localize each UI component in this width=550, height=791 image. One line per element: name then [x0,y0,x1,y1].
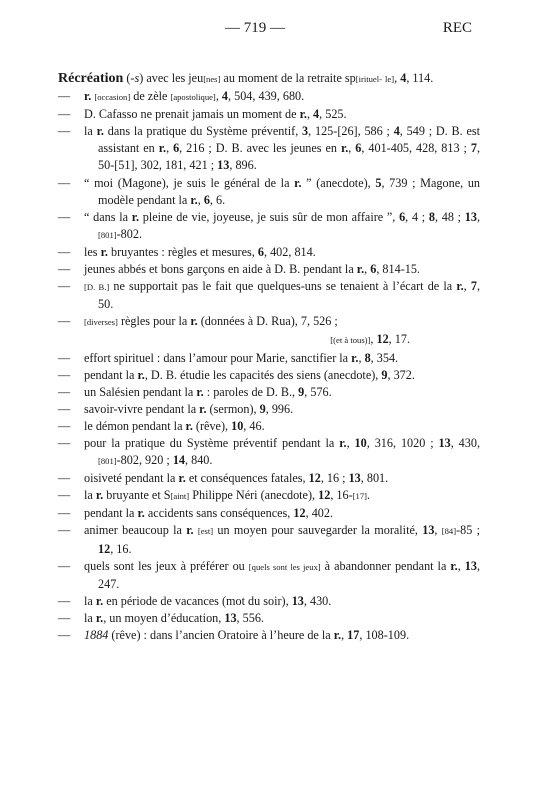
entry-text: (données à D. Rua), 7, 526 ; [197,314,338,329]
index-entry [58,435,480,470]
entry-text: -85 ; [456,523,481,538]
entry-dash: — [58,610,71,625]
entry-text: ” (anecdote), [301,175,376,190]
editorial-insert: [801] [98,456,117,467]
entry-text: (- [123,71,135,85]
entry-text: , [457,558,465,573]
entry-text: , 739 ; Magone, un modèle pendant la [98,175,481,207]
entry-text: , [346,435,355,450]
entry-dash: — [58,175,71,190]
reference-bold: 4 [313,107,320,122]
entry-dash: — [58,401,71,416]
entry-text: à abandonner pendant la [320,558,451,573]
reference-bold: 3 [302,124,309,139]
running-header [0,20,550,40]
editorial-insert: [quels sont les jeux] [248,561,321,572]
entry-text: Philippe Néri (anecdote), [189,488,319,503]
index-entry [58,261,480,278]
entry-text: “ dans la [84,209,132,224]
entry-text: , [476,209,480,224]
reference-bold: 12 [308,471,321,486]
reference-bold: r. [84,89,92,104]
entry-text: pendant la [84,367,138,382]
reference-bold: r. [158,141,167,156]
entry-text: jeunes abbés et bons garçons en aide à D. B. pendant la [84,262,357,277]
index-entry [58,401,480,418]
reference-bold: 8 [428,209,435,224]
reference-bold: 9 [298,384,305,399]
entry-text: , 525. [319,107,347,122]
index-entry [58,123,480,174]
reference-bold: r. [294,175,302,190]
editorial-insert: [apostolique] [170,92,216,103]
entry-text: , 216 ; D. B. avec les jeunes en [179,141,341,156]
reference-bold: 4 [400,71,407,85]
reference-bold: r. [339,435,347,450]
entry-text: , [463,279,471,294]
headword: Récréation [58,71,124,86]
entry-text: . [366,488,371,503]
entry-text: la [84,610,96,625]
reference-bold: 17 [347,628,360,642]
entry-text: au moment de la retraite sp [220,71,356,85]
entry-text: , 4 ; [405,209,429,224]
reference-bold: r. [131,209,140,224]
entry-text: , [364,262,371,277]
entry-dash: — [58,244,71,259]
entry-text: , [341,628,348,642]
reference-bold: 10 [231,418,244,433]
entry-text: , 50-[51], 302, 181, 421 ; [98,141,480,173]
reference-bold: 9 [381,367,388,382]
section-label: REC [442,20,472,36]
entry-text: , 46. [243,418,265,433]
index-entry [58,505,480,522]
reference-bold: r. [299,107,307,122]
entry-text: , [434,523,442,538]
reference-bold: r. [450,558,458,573]
entry-text: accidents sans conséquences, [144,506,294,521]
entry-dash: — [58,384,71,399]
entry-text: -802. [116,226,143,241]
entry-text: , 801. [360,471,389,486]
index-entry [58,175,480,209]
index-entry [58,313,480,349]
reference-bold: 7 [470,141,477,156]
entry-text: D. Cafasso ne prenait jamais un moment de [84,107,300,122]
editorial-insert: [84] [441,526,457,537]
entry-text: -802, 920 ; [116,453,173,468]
entry-text: s [134,71,140,85]
entry-text: “ moi (Magone), je suis le général de la [84,175,295,190]
index-entry [58,244,480,261]
editorial-insert: [irituel- [355,74,382,84]
entry-text: (rêve) : dans l’ancien Oratoire à l’heure de la [108,628,334,642]
index-entry [58,627,480,644]
entry-text: règles pour la [117,314,191,329]
index-entry [58,610,480,627]
entry-text: , [358,350,365,365]
reference-bold: 10 [354,435,367,450]
index-entry [58,487,480,505]
entry-dash: — [58,314,71,329]
editorial-insert: [occasion] [94,92,131,103]
reference-bold: r. [185,418,193,433]
entry-text: , 430. [303,593,332,608]
entry-text: , D. B. étudie les capacités des siens (anecdote), [144,367,382,382]
entry-text: (rêve), [192,418,232,433]
entry-dash: — [58,558,71,573]
reference-bold: 6 [173,141,180,156]
reference-bold: r. [178,471,186,486]
reference-bold: 13 [464,209,477,224]
index-entry [58,367,480,384]
entry-text: savoir-vivre pendant la [84,401,200,416]
reference-bold: r. [190,192,198,207]
reference-bold: 13 [422,523,435,538]
reference-bold: 13 [217,158,230,173]
reference-bold: 4 [221,89,228,104]
entry-text: : paroles de D. B., [203,384,299,399]
entry-text: un moyen pour sauvegarder la moralité, [213,523,423,538]
entry-text: , 17. [388,332,410,347]
entry-text: , 430, [450,435,481,450]
reference-bold: 6 [257,244,264,259]
entry-continuation [98,331,480,349]
entry-dash: — [58,488,71,503]
reference-bold: r. [100,244,108,259]
entry-text: pleine de vie, joyeuse, je suis sûr de mon affaire ”, [139,209,400,224]
entry-text: pendant la [84,506,138,521]
editorial-insert: [801] [98,229,117,240]
reference-bold: r. [456,279,464,294]
entry-text: , 372. [387,367,415,382]
entry-dash: — [58,262,71,277]
entry-text: , 556. [236,610,264,625]
reference-bold: 4 [393,124,400,139]
entry-dash: — [58,523,71,538]
reference-bold: 5 [375,175,382,190]
entry-text: bruyantes : règles et mesures, [107,244,258,259]
reference-bold: r. [196,384,204,399]
editorial-insert: [diverses] [84,317,118,328]
entry-dash: — [58,279,71,294]
entry-text: bruyante et S [103,488,171,503]
entry-text: , 48 ; [434,209,465,224]
index-entry [58,470,480,487]
reference-bold: r. [186,523,194,538]
reference-bold: 13 [224,610,237,625]
editorial-insert: le] [385,74,395,84]
entry-text: animer beaucoup la [84,523,187,538]
entry-text: , [306,107,314,122]
entry-text: , 50. [98,279,481,312]
reference-bold: r. [190,314,198,329]
entry-text: effort spirituel : dans l’amour pour Marie, sanctifier la [84,350,352,365]
entry-dash: — [58,124,71,139]
editorial-insert: [est] [197,526,214,537]
reference-bold: 7 [470,279,477,294]
entry-text: , 814-15. [376,262,420,277]
entry-dash: — [58,89,71,104]
entry-text: ) avec les jeu [139,71,204,85]
entry-dash: — [58,367,71,382]
entry-text: , 896. [229,158,257,173]
entry-dash: — [58,350,71,365]
entry-text: les [84,244,101,259]
entry-text: la [84,593,96,608]
entry-text: le démon pendant la [84,418,186,433]
reference-bold: 13 [464,558,477,573]
entry-text: pour la pratique du Système préventif pendant la [84,435,340,450]
index-entry [58,209,480,244]
entry-text: de zèle [130,89,171,104]
entry-text: , 16. [110,541,132,556]
reference-bold: r. [95,610,104,625]
page-number: — 719 — [225,20,285,36]
entry-text: , 402. [305,506,334,521]
reference-bold: 9 [259,401,266,416]
reference-bold: 12 [318,488,331,503]
index-entry [58,350,480,367]
entry-text: oisiveté pendant la [84,471,179,486]
entry-text: (sermon), [206,401,260,416]
entry-text: , 108-109. [359,628,410,642]
reference-bold: r. [95,488,104,503]
entry-text: , 16- [330,488,353,503]
reference-bold: 8 [364,350,371,365]
reference-bold: 12 [98,541,111,556]
entry-dash: — [58,593,71,608]
entry-text: 1884 [84,628,109,642]
entry-text: , [197,192,204,207]
index-entry [58,418,480,435]
index-entry [58,106,480,123]
entry-text: , 549 ; D. B. est assistant en [98,124,481,156]
reference-bold: r. [137,506,145,521]
editorial-insert: [aint] [170,491,190,502]
entry-text: , [394,71,401,85]
reference-bold: r. [199,401,207,416]
entry-text: , 125-[26], 586 ; [308,124,394,139]
editorial-insert: [(et à tous)] [330,335,371,346]
reference-bold: r. [333,628,342,642]
index-entry [58,384,480,401]
entry-dash: — [58,506,71,521]
reference-bold: 13 [291,593,304,608]
reference-bold: 12 [376,332,389,347]
editorial-insert: [D. B.] [84,282,110,293]
entry-text: un Salésien pendant la [84,384,197,399]
entry-text: , 6. [209,192,226,207]
entry-dash: — [58,418,71,433]
entry-text: dans la pratique du Système préventif, [103,124,303,139]
reference-bold: 6 [355,141,362,156]
editorial-insert: [17] [352,491,367,502]
reference-bold: 14 [172,453,186,468]
entry-text: , 114. [406,71,434,85]
entry-text: , 402, 814. [263,244,316,259]
entry-text: , 996. [265,401,294,416]
entry-text: , [166,141,174,156]
entry-text: , un moyen d’éducation, [103,610,225,625]
entry-text: en période de vacances (mot du soir), [103,593,292,608]
entry-text: , 840. [185,453,213,468]
entry-text: la [84,488,96,503]
entry-text: la [84,124,97,139]
index-entry [58,522,480,557]
reference-bold: 13 [348,471,361,486]
editorial-insert: [nes] [203,74,221,84]
entry-text: , 247. [98,558,481,591]
reference-bold: 6 [203,192,210,207]
index-entries [58,70,480,644]
entry-dash: — [58,471,71,486]
reference-bold: r. [96,124,104,139]
entry-dash: — [58,209,71,224]
entry-dash: — [58,435,71,450]
reference-bold: 12 [293,506,306,521]
reference-bold: r. [95,593,104,608]
entry-text: , 504, 439, 680. [228,89,305,104]
reference-bold: r. [137,367,145,382]
entry-text: , 16 ; [320,471,349,486]
entry-dash: — [58,107,71,122]
index-entry [58,593,480,610]
reference-bold: 6 [399,209,406,224]
reference-bold: 6 [370,262,377,277]
headword-entry [58,70,480,88]
entry-text: ne supportait pas le fait que quelques-uns se tenaient à l’écart de la [109,279,457,294]
entry-text: , 576. [304,384,332,399]
entry-text: et conséquences fatales, [185,471,309,486]
reference-bold: r. [340,141,349,156]
index-entry [58,278,480,313]
reference-bold: r. [351,350,359,365]
entry-text: , [215,89,222,104]
entry-text: , 354. [370,350,399,365]
index-entry [58,88,480,106]
entry-text: , 401-405, 428, 813 ; [361,141,471,156]
reference-bold: r. [356,262,365,277]
entry-text: , [348,141,356,156]
entry-text: , 316, 1020 ; [366,435,439,450]
reference-bold: 13 [438,435,451,450]
entry-text: quels sont les jeux à préférer ou [84,558,249,573]
index-entry [58,558,480,593]
entry-dash: — [58,628,71,642]
entry-text: , [370,332,377,347]
